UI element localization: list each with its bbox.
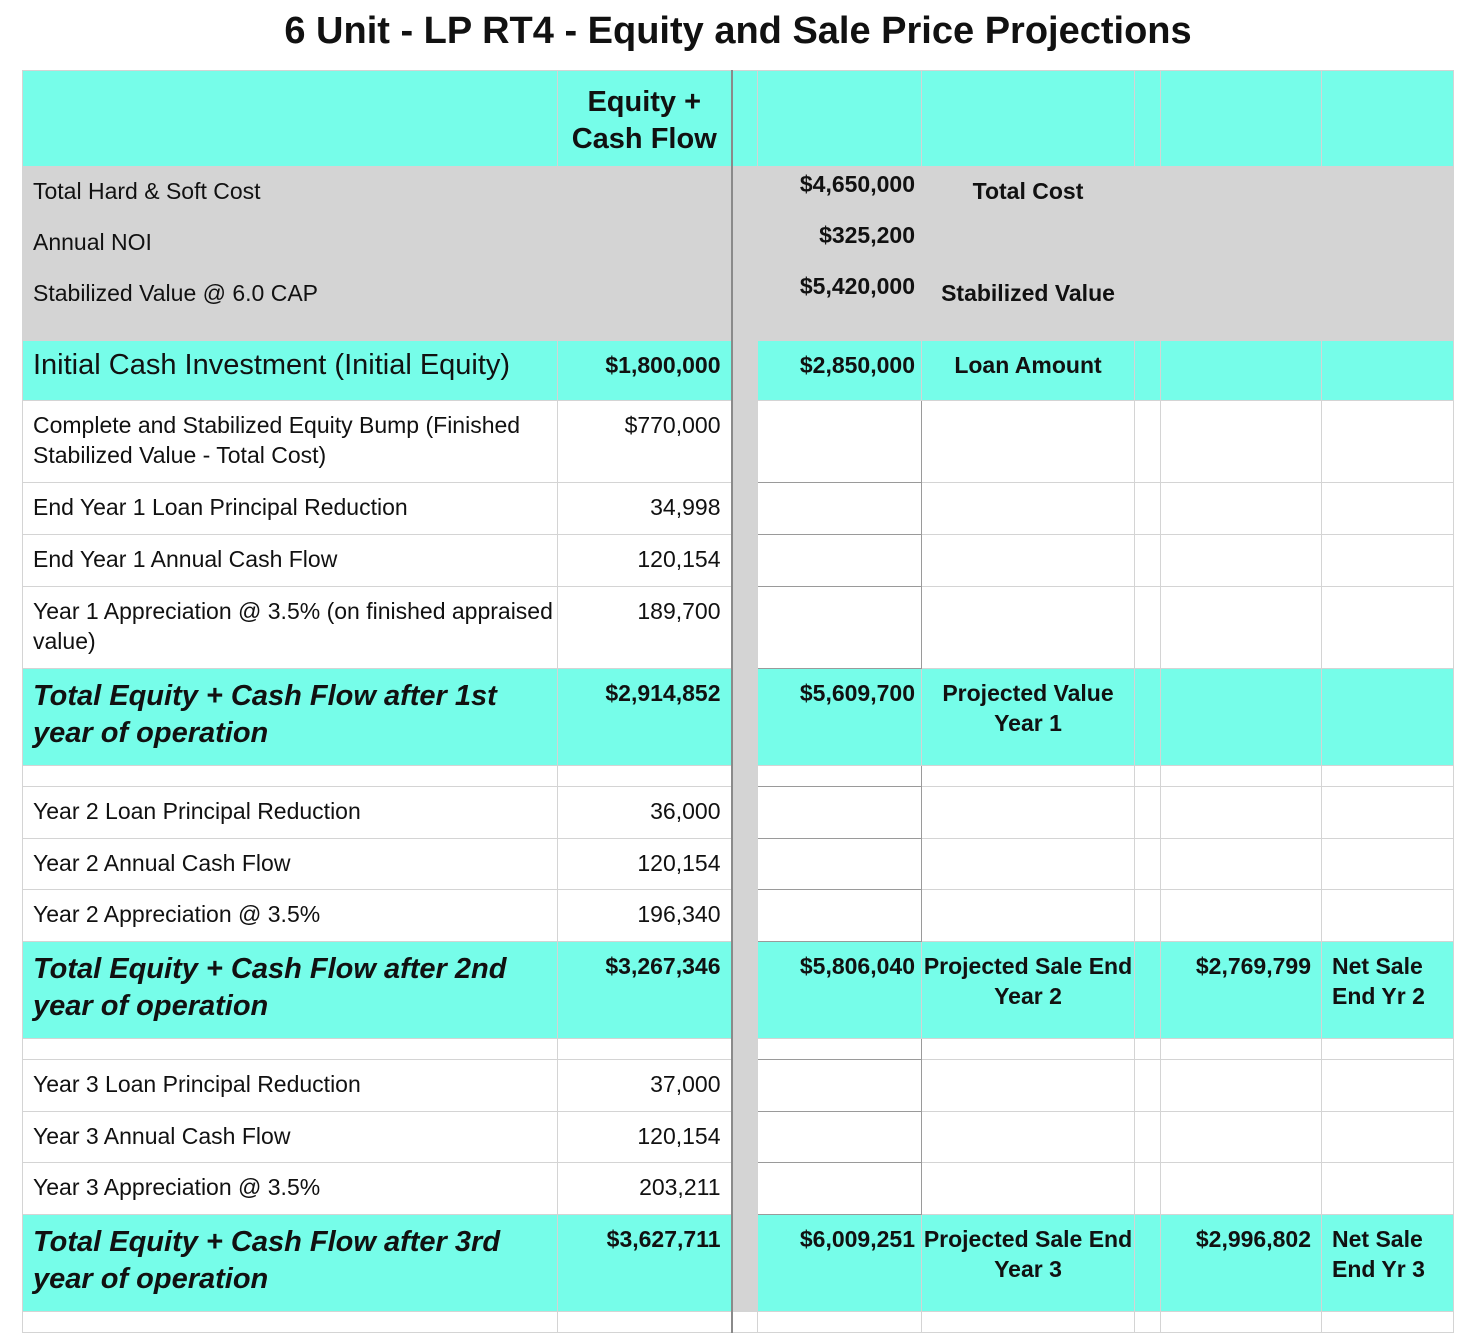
table-row bbox=[23, 218, 1454, 269]
table-row bbox=[23, 401, 1454, 483]
table-row bbox=[23, 1060, 1454, 1112]
sale-cell bbox=[1161, 669, 1322, 766]
sale-label-cell bbox=[1322, 401, 1454, 483]
spacer-cell bbox=[1135, 341, 1161, 401]
row-label: Year 2 Appreciation @ 3.5% bbox=[23, 890, 558, 942]
spacer-cell bbox=[1135, 942, 1161, 1039]
spacer-cell bbox=[732, 535, 758, 587]
value-label-cell bbox=[922, 535, 1135, 587]
sale-label-cell bbox=[1322, 1060, 1454, 1112]
equity-cell: 120,154 bbox=[558, 839, 732, 890]
value-label-cell bbox=[922, 890, 1135, 942]
table-row bbox=[23, 587, 1454, 669]
spacer-cell bbox=[732, 483, 758, 535]
table-row bbox=[23, 483, 1454, 535]
header-cell bbox=[758, 71, 922, 167]
spacer-cell bbox=[732, 1060, 758, 1112]
spacer-cell bbox=[732, 341, 758, 401]
spacer-cell bbox=[1135, 787, 1161, 839]
spacer-cell bbox=[732, 587, 758, 669]
row-label: Year 3 Annual Cash Flow bbox=[23, 1112, 558, 1163]
equity-cell: $770,000 bbox=[558, 401, 732, 483]
net-sale-label-cell: Net Sale End Yr 3 bbox=[1322, 1215, 1454, 1312]
sale-cell bbox=[1161, 218, 1322, 269]
header-cell bbox=[732, 71, 758, 167]
sale-cell bbox=[1161, 1060, 1322, 1112]
value-cell: $2,850,000 bbox=[758, 341, 922, 401]
spacer-cell bbox=[732, 942, 758, 1039]
row-label: Total Hard & Soft Cost bbox=[23, 167, 558, 218]
spacer-cell bbox=[732, 167, 758, 218]
table-row bbox=[23, 269, 1454, 320]
value-label-cell bbox=[922, 839, 1135, 890]
spacer-row bbox=[23, 1312, 1454, 1333]
table-row bbox=[23, 1112, 1454, 1163]
table-row bbox=[23, 942, 1454, 1039]
row-label: Initial Cash Investment (Initial Equity) bbox=[23, 341, 558, 401]
value-cell: $5,806,040 bbox=[758, 942, 922, 1039]
net-sale-value-cell: $2,769,799 bbox=[1161, 942, 1322, 1039]
row-label: Total Equity + Cash Flow after 2nd year of operation bbox=[23, 942, 558, 1039]
sale-label-cell bbox=[1322, 787, 1454, 839]
spacer-cell bbox=[1135, 587, 1161, 669]
spacer-cell bbox=[1135, 1163, 1161, 1215]
header-cell bbox=[1135, 71, 1161, 167]
sale-label-cell bbox=[1322, 587, 1454, 669]
equity-cell: 196,340 bbox=[558, 890, 732, 942]
spacer-cell bbox=[732, 787, 758, 839]
header-cell bbox=[1161, 71, 1322, 167]
value-label-cell bbox=[922, 587, 1135, 669]
value-cell bbox=[758, 1163, 922, 1215]
value-cell bbox=[758, 787, 922, 839]
value-label-cell: Stabilized Value bbox=[922, 269, 1135, 320]
value-cell bbox=[758, 401, 922, 483]
value-cell bbox=[758, 483, 922, 535]
spacer-cell bbox=[1135, 483, 1161, 535]
table-row bbox=[23, 839, 1454, 890]
spacer-cell bbox=[1135, 1215, 1161, 1312]
spacer-cell bbox=[1135, 535, 1161, 587]
spacer-cell bbox=[1135, 269, 1161, 320]
sale-cell bbox=[1161, 535, 1322, 587]
sale-label-cell bbox=[1322, 890, 1454, 942]
spacer-row bbox=[23, 1039, 1454, 1060]
spacer-cell bbox=[732, 669, 758, 766]
table-row bbox=[23, 890, 1454, 942]
page-title: 6 Unit - LP RT4 - Equity and Sale Price Projections bbox=[284, 10, 1192, 52]
spacer-cell bbox=[732, 1112, 758, 1163]
spacer-cell bbox=[1135, 839, 1161, 890]
equity-cell: $3,267,346 bbox=[558, 942, 732, 1039]
header-cell bbox=[1322, 71, 1454, 167]
value-label-cell bbox=[922, 218, 1135, 269]
spacer-cell bbox=[732, 401, 758, 483]
table-row bbox=[23, 1215, 1454, 1312]
spacer-cell bbox=[1135, 401, 1161, 483]
spacer-cell bbox=[1135, 1112, 1161, 1163]
value-cell bbox=[758, 1112, 922, 1163]
value-cell: $4,650,000 bbox=[758, 167, 922, 218]
value-cell bbox=[758, 535, 922, 587]
spacer-cell bbox=[1135, 1060, 1161, 1112]
row-label: Year 2 Loan Principal Reduction bbox=[23, 787, 558, 839]
equity-cell: 34,998 bbox=[558, 483, 732, 535]
sale-cell bbox=[1161, 167, 1322, 218]
equity-cell bbox=[558, 218, 732, 269]
value-label-cell: Total Cost bbox=[922, 167, 1135, 218]
value-label-cell bbox=[922, 1163, 1135, 1215]
value-cell: $5,609,700 bbox=[758, 669, 922, 766]
sale-label-cell bbox=[1322, 535, 1454, 587]
equity-cell: $2,914,852 bbox=[558, 669, 732, 766]
sale-cell bbox=[1161, 890, 1322, 942]
header-row bbox=[23, 71, 1454, 167]
value-label-cell: Projected Sale End Year 3 bbox=[922, 1215, 1135, 1312]
value-cell: $6,009,251 bbox=[758, 1215, 922, 1312]
sale-label-cell bbox=[1322, 1112, 1454, 1163]
sale-cell bbox=[1161, 1112, 1322, 1163]
equity-cell: 37,000 bbox=[558, 1060, 732, 1112]
sale-label-cell bbox=[1322, 269, 1454, 320]
net-sale-label-cell: Net Sale End Yr 2 bbox=[1322, 942, 1454, 1039]
table-row bbox=[23, 1163, 1454, 1215]
sale-label-cell bbox=[1322, 669, 1454, 766]
spacer-cell bbox=[1135, 669, 1161, 766]
spacer-cell bbox=[1135, 890, 1161, 942]
spacer-cell bbox=[1135, 218, 1161, 269]
spacer-row bbox=[23, 766, 1454, 787]
sale-label-cell bbox=[1322, 483, 1454, 535]
value-label-cell bbox=[922, 1060, 1135, 1112]
sale-label-cell bbox=[1322, 341, 1454, 401]
value-label-cell bbox=[922, 787, 1135, 839]
table-row bbox=[23, 669, 1454, 766]
equity-cell: 189,700 bbox=[558, 587, 732, 669]
value-cell bbox=[758, 890, 922, 942]
row-label: Year 1 Appreciation @ 3.5% (on finished appraised value) bbox=[23, 587, 558, 669]
value-label-cell: Projected Sale End Year 2 bbox=[922, 942, 1135, 1039]
equity-cell: 120,154 bbox=[558, 535, 732, 587]
sale-label-cell bbox=[1322, 218, 1454, 269]
value-label-cell bbox=[922, 483, 1135, 535]
row-label: Stabilized Value @ 6.0 CAP bbox=[23, 269, 558, 320]
spacer-cell bbox=[732, 269, 758, 320]
value-cell bbox=[758, 587, 922, 669]
value-cell: $325,200 bbox=[758, 218, 922, 269]
spacer-cell bbox=[732, 1163, 758, 1215]
row-label: Total Equity + Cash Flow after 1st year of operation bbox=[23, 669, 558, 766]
spacer-cell bbox=[732, 1215, 758, 1312]
value-label-cell: Loan Amount bbox=[922, 341, 1135, 401]
net-sale-value-cell: $2,996,802 bbox=[1161, 1215, 1322, 1312]
spacer-cell bbox=[732, 890, 758, 942]
sale-cell bbox=[1161, 839, 1322, 890]
equity-cell bbox=[558, 269, 732, 320]
value-cell bbox=[758, 839, 922, 890]
header-cell bbox=[922, 71, 1135, 167]
value-label-cell bbox=[922, 401, 1135, 483]
sale-cell bbox=[1161, 269, 1322, 320]
value-cell bbox=[758, 1060, 922, 1112]
sale-cell bbox=[1161, 787, 1322, 839]
spacer-cell bbox=[1135, 167, 1161, 218]
row-label: Year 3 Appreciation @ 3.5% bbox=[23, 1163, 558, 1215]
sale-label-cell bbox=[1322, 167, 1454, 218]
sale-cell bbox=[1161, 587, 1322, 669]
equity-cell: 36,000 bbox=[558, 787, 732, 839]
sale-cell bbox=[1161, 483, 1322, 535]
sale-cell bbox=[1161, 1163, 1322, 1215]
value-label-cell bbox=[922, 1112, 1135, 1163]
equity-cell bbox=[558, 167, 732, 218]
sale-label-cell bbox=[1322, 1163, 1454, 1215]
header-cell bbox=[23, 71, 558, 167]
value-label-cell: Projected Value Year 1 bbox=[922, 669, 1135, 766]
sale-cell bbox=[1161, 341, 1322, 401]
equity-cell: $3,627,711 bbox=[558, 1215, 732, 1312]
header-equity-cash-flow: Equity + Cash Flow bbox=[571, 86, 717, 155]
spacer-cell bbox=[732, 839, 758, 890]
spacer-cell bbox=[732, 218, 758, 269]
sale-label-cell bbox=[1322, 839, 1454, 890]
row-label: Total Equity + Cash Flow after 3rd year of operation bbox=[23, 1215, 558, 1312]
row-label: Year 2 Annual Cash Flow bbox=[23, 839, 558, 890]
equity-cell: 120,154 bbox=[558, 1112, 732, 1163]
equity-cell: $1,800,000 bbox=[558, 341, 732, 401]
spacer-row bbox=[23, 320, 1454, 341]
projection-table bbox=[22, 70, 1454, 1333]
table-row bbox=[23, 167, 1454, 218]
table-row bbox=[23, 787, 1454, 839]
row-label: End Year 1 Loan Principal Reduction bbox=[23, 483, 558, 535]
row-label: Year 3 Loan Principal Reduction bbox=[23, 1060, 558, 1112]
table-row bbox=[23, 535, 1454, 587]
table-row bbox=[23, 341, 1454, 401]
equity-cell: 203,211 bbox=[558, 1163, 732, 1215]
row-label: Complete and Stabilized Equity Bump (Finished Stabilized Value - Total Cost) bbox=[23, 401, 558, 483]
row-label: End Year 1 Annual Cash Flow bbox=[23, 535, 558, 587]
value-cell: $5,420,000 bbox=[758, 269, 922, 320]
header-cell-equity bbox=[558, 71, 732, 167]
row-label: Annual NOI bbox=[23, 218, 558, 269]
sale-cell bbox=[1161, 401, 1322, 483]
